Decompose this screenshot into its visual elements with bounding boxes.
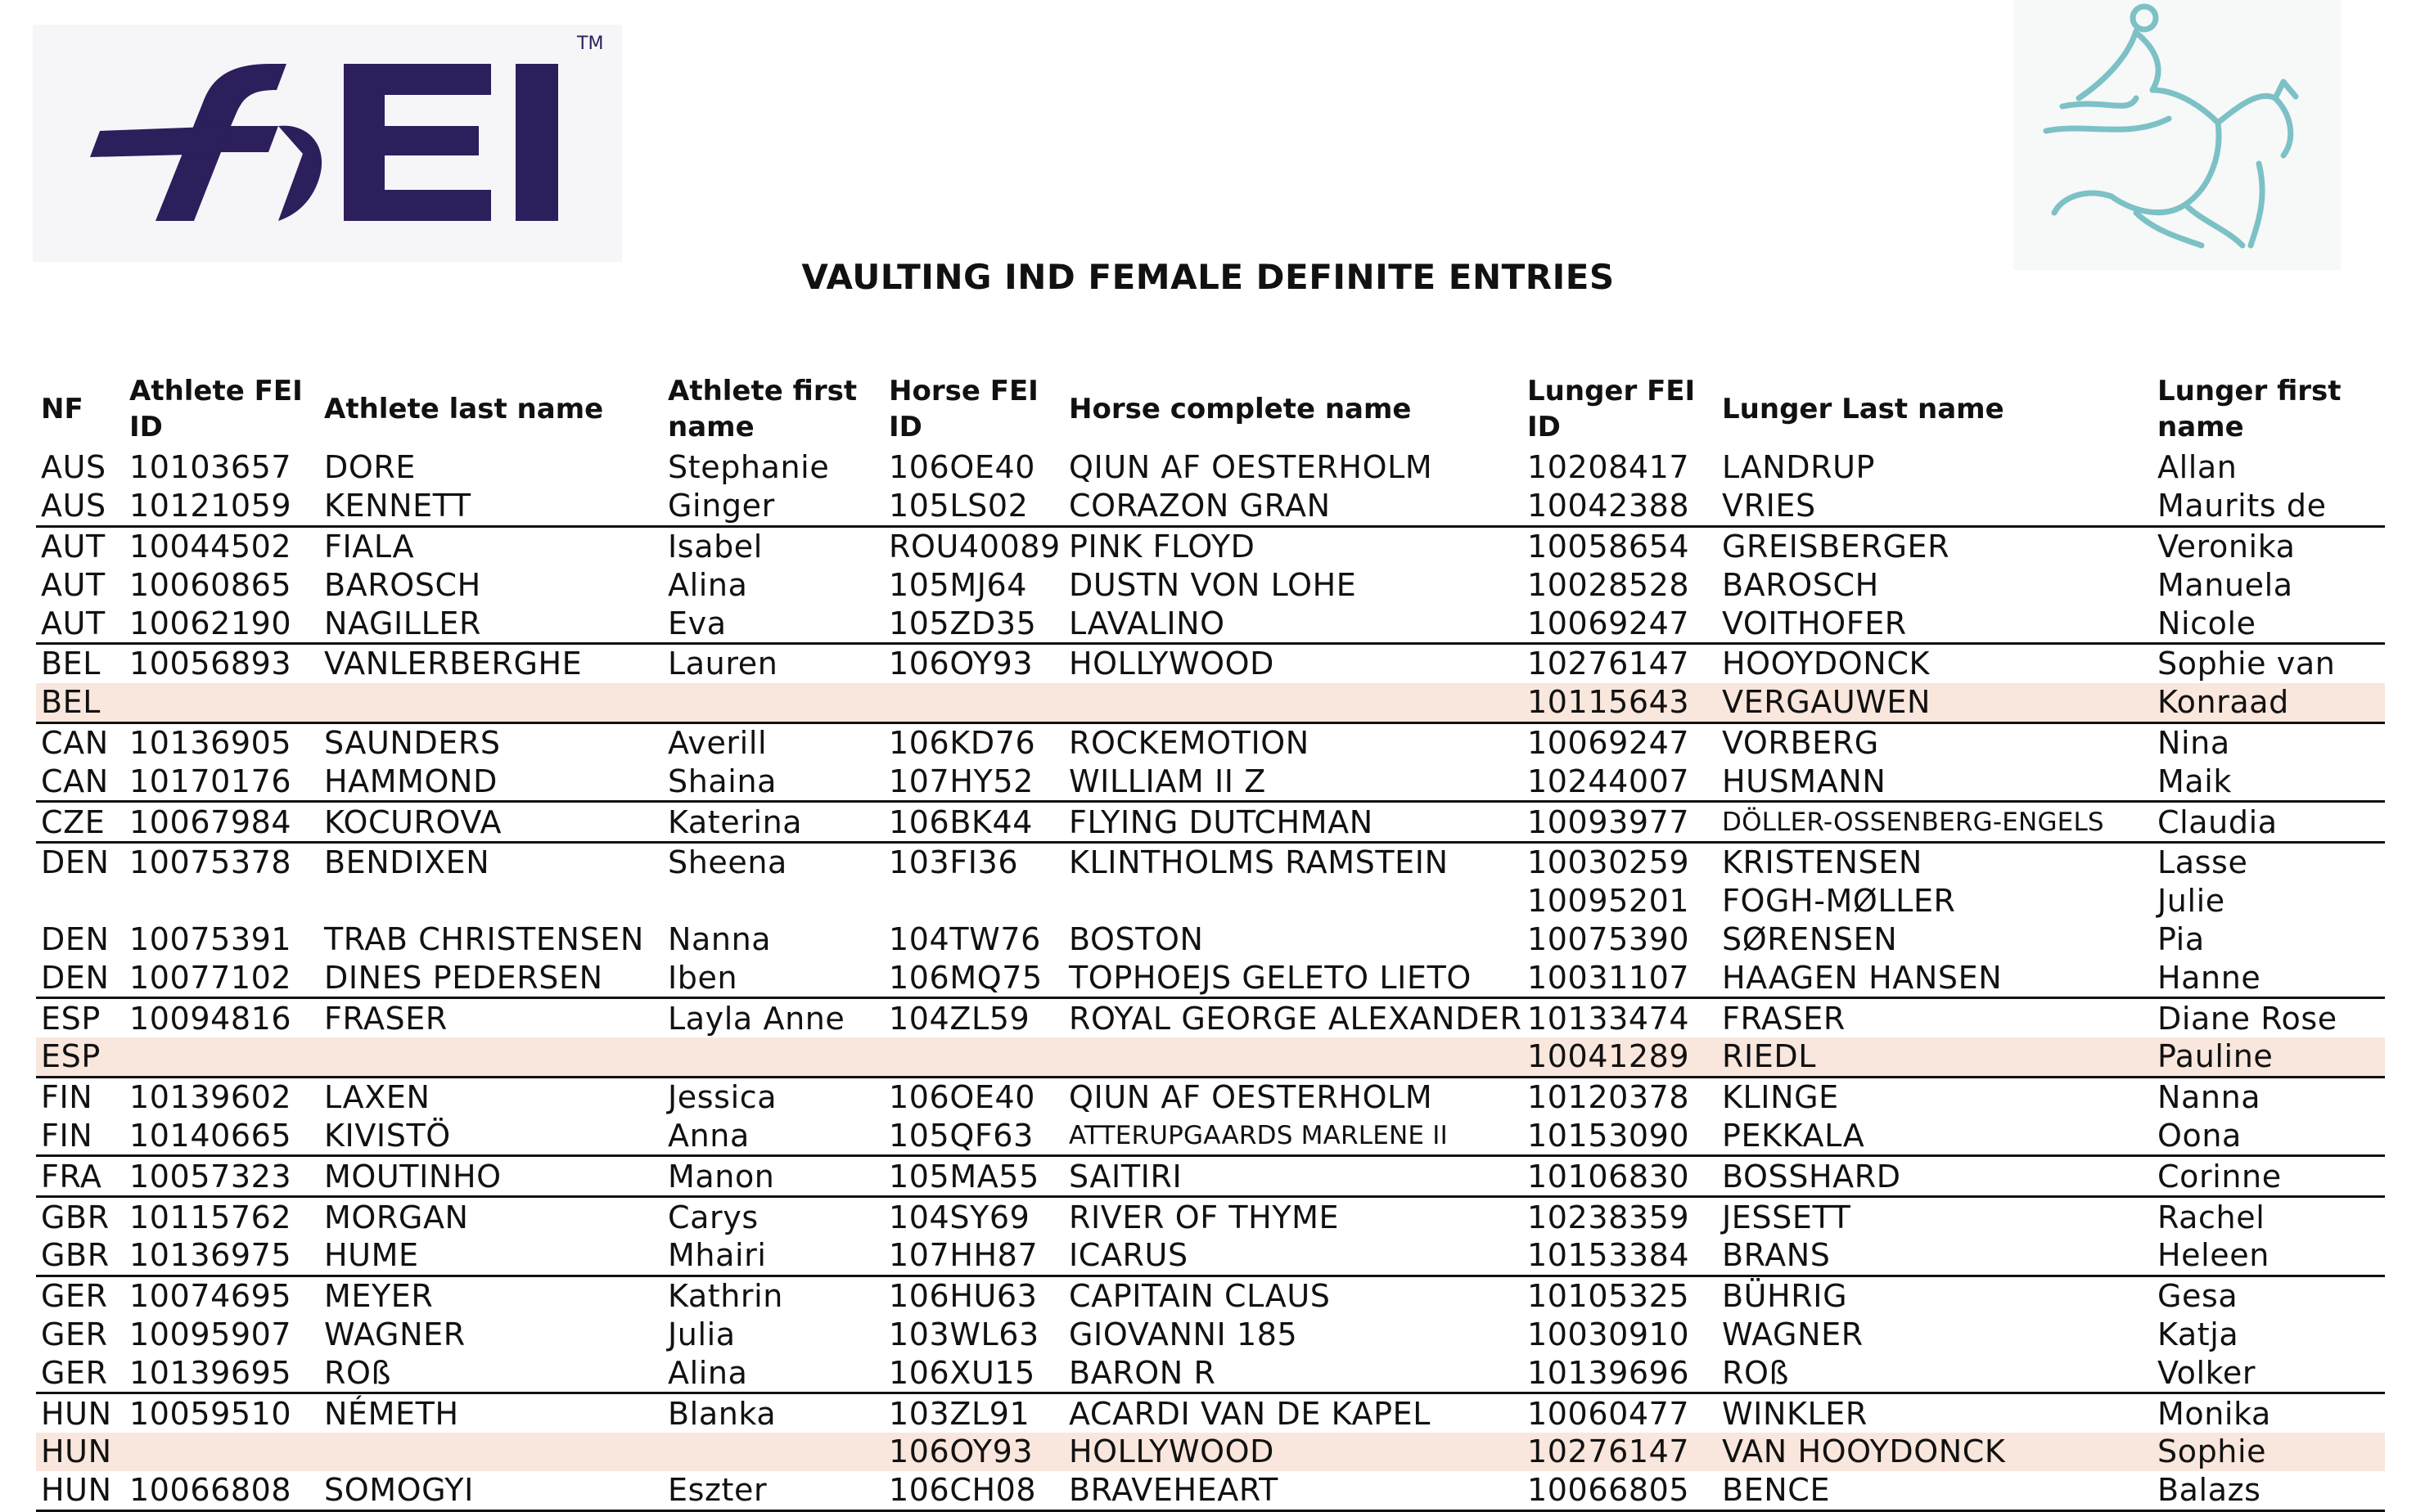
cell-lunger-id: 10105325 <box>1522 1276 1717 1315</box>
cell-nf: DEN <box>41 920 110 957</box>
cell-athlete-id: 10094816 <box>124 998 319 1037</box>
table-row <box>36 1433 2385 1471</box>
cell-lunger-id: 10066805 <box>1527 1472 1690 1509</box>
cell-athlete-id: 10075391 <box>129 920 292 957</box>
cell-nf: CZE <box>36 802 124 843</box>
cell-lunger-last: BAROSCH <box>1722 566 1879 603</box>
cell-horse-name: BARON R <box>1069 1354 1216 1391</box>
cell-lunger-id: 10093977 <box>1522 802 1717 843</box>
table-row <box>36 1316 2385 1354</box>
cell-lunger-first: Sophie <box>2152 1433 2385 1471</box>
cell-horse-name: RIVER OF THYME <box>1064 1197 1522 1236</box>
cell-athlete-id: 10139695 <box>129 1354 292 1391</box>
cell-lunger-last: WAGNER <box>1722 1316 1864 1352</box>
cell-athlete-last: KENNETT <box>324 488 471 524</box>
cell-athlete-first: Carys <box>663 1197 884 1236</box>
cell-lunger-first: Nina <box>2152 722 2385 762</box>
cell-athlete-id <box>124 882 319 920</box>
cell-horse-name: PINK FLOYD <box>1064 526 1522 565</box>
table-row <box>36 1037 2385 1077</box>
col-lunger-last: Lunger Last name <box>1722 393 2004 425</box>
cell-nf: GBR <box>36 1197 124 1236</box>
cell-athlete-first: Jessica <box>663 1077 884 1116</box>
cell-athlete-last <box>319 683 663 722</box>
cell-lunger-id: 10041289 <box>1522 1037 1717 1077</box>
cell-horse-id: 105ZD35 <box>889 605 1037 641</box>
table-row <box>36 526 2385 565</box>
cell-athlete-first: Eva <box>668 605 727 641</box>
cell-horse-id: 106KD76 <box>884 722 1064 762</box>
cell-athlete-last: BAROSCH <box>324 566 481 603</box>
table-row <box>36 802 2385 843</box>
cell-nf: AUT <box>36 526 124 565</box>
cell-athlete-last <box>319 1037 663 1077</box>
cell-lunger-id: 10120378 <box>1522 1077 1717 1116</box>
table-header-row <box>36 370 2385 448</box>
cell-horse-name: ACARDI VAN DE KAPEL <box>1064 1393 1522 1433</box>
cell-athlete-id: 10136905 <box>124 722 319 762</box>
cell-athlete-last: SOMOGYI <box>324 1472 474 1509</box>
cell-horse-name: SAITIRI <box>1064 1156 1522 1197</box>
cell-athlete-last: NAGILLER <box>324 605 481 641</box>
table-row <box>36 882 2385 920</box>
cell-athlete-id: 10121059 <box>129 488 292 524</box>
cell-horse-name: HOLLYWOOD <box>1064 1433 1522 1471</box>
cell-lunger-first: Katja <box>2157 1316 2239 1352</box>
vaulting-horse-icon <box>2013 0 2341 270</box>
cell-horse-name: ROYAL GEORGE ALEXANDER <box>1064 998 1522 1037</box>
cell-athlete-last: WAGNER <box>324 1316 466 1352</box>
cell-lunger-id: 10115643 <box>1522 683 1717 722</box>
cell-athlete-id: 10136975 <box>129 1237 292 1274</box>
cell-lunger-last: BRANS <box>1722 1237 1831 1274</box>
cell-horse-id: 106OY93 <box>884 1433 1064 1471</box>
cell-lunger-last: VOITHOFER <box>1722 605 1907 641</box>
cell-nf: GER <box>41 1354 108 1391</box>
cell-athlete-last: HAMMOND <box>324 763 498 799</box>
cell-horse-name <box>1064 1037 1522 1077</box>
table-row <box>36 487 2385 526</box>
cell-athlete-id: 10056893 <box>124 643 319 682</box>
cell-nf: DEN <box>36 842 124 881</box>
cell-horse-id: 103WL63 <box>889 1316 1039 1352</box>
cell-lunger-last: HUSMANN <box>1722 763 1886 799</box>
col-lunger-first: Lunger first name <box>2157 375 2342 443</box>
cell-horse-name <box>1064 882 1522 920</box>
col-athlete-last: Athlete last name <box>324 393 604 425</box>
page-title: VAULTING IND FEMALE DEFINITE ENTRIES <box>801 257 1615 297</box>
cell-athlete-id: 10074695 <box>124 1276 319 1315</box>
cell-athlete-id: 10103657 <box>129 449 292 486</box>
cell-lunger-id: 10030910 <box>1527 1316 1690 1352</box>
cell-athlete-last: MOUTINHO <box>319 1156 663 1197</box>
cell-lunger-first: Sophie van <box>2152 643 2385 682</box>
cell-lunger-first: Julie <box>2157 883 2225 920</box>
entries-table <box>36 370 2385 1512</box>
table-row <box>36 1077 2385 1116</box>
cell-nf: AUS <box>41 488 106 524</box>
cell-horse-name: BOSTON <box>1069 920 1204 957</box>
cell-horse-id: 105QF63 <box>889 1117 1034 1154</box>
cell-nf: GER <box>36 1276 124 1315</box>
cell-athlete-last: SAUNDERS <box>319 722 663 762</box>
cell-horse-name: KLINTHOLMS RAMSTEIN <box>1064 842 1522 881</box>
cell-lunger-first: Nanna <box>2152 1077 2385 1116</box>
cell-horse-name: LAVALINO <box>1069 605 1225 641</box>
cell-lunger-id: 10028528 <box>1527 566 1690 603</box>
cell-athlete-id <box>124 683 319 722</box>
cell-lunger-id: 10244007 <box>1527 763 1690 799</box>
table-row <box>36 1236 2385 1276</box>
cell-horse-id: 104SY69 <box>884 1197 1064 1236</box>
cell-horse-id: 107HH87 <box>889 1237 1039 1274</box>
cell-lunger-id: 10208417 <box>1527 449 1690 486</box>
table-row <box>36 842 2385 881</box>
cell-nf: ESP <box>36 1037 124 1077</box>
cell-athlete-id: 10075378 <box>124 842 319 881</box>
cell-lunger-first: Monika <box>2152 1393 2385 1433</box>
col-athlete-first: Athlete first name <box>668 375 858 443</box>
cell-horse-id: 106OE40 <box>884 1077 1064 1116</box>
cell-nf: AUT <box>41 566 106 603</box>
cell-athlete-first: Lauren <box>663 643 884 682</box>
cell-athlete-id: 10140665 <box>129 1117 292 1154</box>
cell-lunger-first: Maik <box>2157 763 2233 799</box>
table-row <box>36 1353 2385 1393</box>
cell-lunger-last: KLINGE <box>1717 1077 2152 1116</box>
cell-horse-name: QIUN AF OESTERHOLM <box>1069 449 1433 486</box>
cell-lunger-id: 10095201 <box>1527 883 1690 920</box>
cell-athlete-id: 10170176 <box>129 763 292 799</box>
cell-horse-name: ICARUS <box>1069 1237 1188 1274</box>
table-row <box>36 683 2385 722</box>
cell-lunger-first: Konraad <box>2152 683 2385 722</box>
cell-athlete-id: 10095907 <box>129 1316 292 1352</box>
col-athlete-id: Athlete FEI ID <box>129 375 303 443</box>
cell-athlete-last: DORE <box>324 449 416 486</box>
cell-nf: HUN <box>36 1393 124 1433</box>
cell-athlete-id: 10077102 <box>129 959 292 996</box>
cell-nf: HUN <box>41 1472 112 1509</box>
cell-lunger-last: HAAGEN HANSEN <box>1722 959 2003 996</box>
table-row <box>36 1276 2385 1315</box>
cell-horse-id: 106CH08 <box>889 1472 1037 1509</box>
cell-lunger-last: VERGAUWEN <box>1717 683 2152 722</box>
cell-lunger-last: BOSSHARD <box>1717 1156 2152 1197</box>
cell-nf: FIN <box>41 1117 93 1154</box>
cell-horse-id: 106OE40 <box>889 449 1036 486</box>
col-horse-name: Horse complete name <box>1069 393 1412 425</box>
cell-athlete-first: Katerina <box>663 802 884 843</box>
cell-lunger-id: 10133474 <box>1522 998 1717 1037</box>
cell-lunger-last: VAN HOOYDONCK <box>1717 1433 2152 1471</box>
cell-athlete-id: 10059510 <box>124 1393 319 1433</box>
table-row <box>36 448 2385 487</box>
cell-lunger-id: 10042388 <box>1527 488 1690 524</box>
cell-athlete-first: Isabel <box>663 526 884 565</box>
cell-lunger-last: RIEDL <box>1717 1037 2152 1077</box>
cell-lunger-first: Maurits de <box>2157 488 2327 524</box>
cell-lunger-id: 10075390 <box>1527 920 1690 957</box>
cell-lunger-last: VORBERG <box>1717 722 2152 762</box>
cell-lunger-id: 10153090 <box>1527 1117 1690 1154</box>
cell-nf: HUN <box>36 1433 124 1471</box>
cell-nf: GER <box>41 1316 108 1352</box>
table-row <box>36 1197 2385 1236</box>
cell-horse-id: 106BK44 <box>884 802 1064 843</box>
cell-lunger-last: HOOYDONCK <box>1717 643 2152 682</box>
cell-athlete-first <box>663 1037 884 1077</box>
table-row <box>36 1393 2385 1433</box>
table-row <box>36 958 2385 997</box>
cell-horse-id: 107HY52 <box>889 763 1034 799</box>
cell-lunger-last: SØRENSEN <box>1722 920 1898 957</box>
cell-athlete-first: Shaina <box>668 763 778 799</box>
cell-athlete-first: Manon <box>663 1156 884 1197</box>
col-horse-id: Horse FEI ID <box>889 375 1039 443</box>
cell-athlete-first: Layla Anne <box>663 998 884 1037</box>
cell-horse-id: 106MQ75 <box>889 959 1043 996</box>
cell-horse-id: 106OY93 <box>884 643 1064 682</box>
cell-athlete-last <box>319 882 663 920</box>
cell-horse-name: GIOVANNI 185 <box>1069 1316 1298 1352</box>
cell-athlete-last: KIVISTÖ <box>324 1117 451 1154</box>
cell-athlete-first: Julia <box>668 1316 736 1352</box>
col-nf: NF <box>41 393 83 425</box>
cell-lunger-last: GREISBERGER <box>1717 526 2152 565</box>
cell-horse-id <box>884 882 1064 920</box>
table-row <box>36 920 2385 959</box>
cell-horse-id <box>884 1037 1064 1077</box>
cell-athlete-first: Alina <box>668 566 748 603</box>
cell-horse-name: FLYING DUTCHMAN <box>1064 802 1522 843</box>
cell-lunger-id: 10069247 <box>1522 722 1717 762</box>
cell-lunger-id: 10276147 <box>1522 643 1717 682</box>
cell-horse-id <box>884 683 1064 722</box>
cell-lunger-first: Corinne <box>2152 1156 2385 1197</box>
cell-athlete-last: HUME <box>324 1237 419 1274</box>
cell-athlete-id <box>124 1037 319 1077</box>
cell-nf: CAN <box>36 722 124 762</box>
cell-nf: FIN <box>36 1077 124 1116</box>
cell-lunger-first: Claudia <box>2152 802 2385 843</box>
cell-lunger-id: 10238359 <box>1522 1197 1717 1236</box>
cell-horse-name: DUSTN VON LOHE <box>1069 566 1357 603</box>
cell-lunger-first: Diane Rose <box>2152 998 2385 1037</box>
cell-athlete-first: Sheena <box>663 842 884 881</box>
cell-horse-id: 105MJ64 <box>889 566 1028 603</box>
cell-lunger-first: Allan <box>2157 449 2238 486</box>
cell-nf: FRA <box>36 1156 124 1197</box>
cell-athlete-first: Stephanie <box>668 449 830 486</box>
cell-nf: AUT <box>41 605 106 641</box>
cell-athlete-last: FRASER <box>319 998 663 1037</box>
table-row <box>36 565 2385 604</box>
cell-athlete-first: Mhairi <box>668 1237 767 1274</box>
cell-athlete-last: BENDIXEN <box>319 842 663 881</box>
cell-lunger-id: 10106830 <box>1522 1156 1717 1197</box>
table-row <box>36 1156 2385 1197</box>
cell-horse-name: CAPITAIN CLAUS <box>1064 1276 1522 1315</box>
cell-nf: ESP <box>36 998 124 1037</box>
cell-horse-name: CORAZON GRAN <box>1069 488 1331 524</box>
cell-athlete-first: Iben <box>668 959 738 996</box>
cell-lunger-first: Pauline <box>2152 1037 2385 1077</box>
cell-athlete-first <box>663 882 884 920</box>
cell-athlete-id: 10060865 <box>129 566 292 603</box>
cell-athlete-id: 10057323 <box>124 1156 319 1197</box>
cell-horse-id: 104ZL59 <box>884 998 1064 1037</box>
cell-lunger-first: Oona <box>2157 1117 2242 1154</box>
cell-athlete-first <box>663 1433 884 1471</box>
cell-athlete-last: MORGAN <box>319 1197 663 1236</box>
cell-athlete-id: 10062190 <box>129 605 292 641</box>
cell-horse-id: 103FI36 <box>884 842 1064 881</box>
cell-lunger-last: VRIES <box>1722 488 1816 524</box>
cell-lunger-last: KRISTENSEN <box>1717 842 2152 881</box>
cell-athlete-last: VANLERBERGHE <box>319 643 663 682</box>
cell-athlete-first: Averill <box>663 722 884 762</box>
cell-horse-name: ATTERUPGAARDS MARLENE II <box>1069 1120 1448 1150</box>
cell-lunger-last: FRASER <box>1717 998 2152 1037</box>
cell-horse-id: 105MA55 <box>884 1156 1064 1197</box>
cell-athlete-last: ROß <box>324 1354 392 1391</box>
cell-lunger-last: ROß <box>1722 1354 1790 1391</box>
svg-text:TM: TM <box>577 34 604 54</box>
table-row <box>36 998 2385 1037</box>
cell-lunger-id: 10060477 <box>1522 1393 1717 1433</box>
cell-nf: GBR <box>41 1237 110 1274</box>
cell-athlete-first: Eszter <box>668 1472 768 1509</box>
cell-athlete-first: Alina <box>668 1354 748 1391</box>
cell-horse-id: 103ZL91 <box>884 1393 1064 1433</box>
cell-athlete-first <box>663 683 884 722</box>
table-row <box>36 722 2385 762</box>
cell-horse-id: 106HU63 <box>884 1276 1064 1315</box>
cell-horse-name: BRAVEHEART <box>1069 1472 1278 1509</box>
cell-athlete-last: KOCUROVA <box>319 802 663 843</box>
cell-athlete-id <box>124 1433 319 1471</box>
cell-horse-name <box>1064 683 1522 722</box>
cell-athlete-last: MEYER <box>319 1276 663 1315</box>
cell-athlete-last: TRAB CHRISTENSEN <box>324 920 644 957</box>
cell-lunger-last: DÖLLER-OSSENBERG-ENGELS <box>1717 802 2152 843</box>
cell-lunger-id: 10069247 <box>1527 605 1690 641</box>
cell-athlete-id: 10139602 <box>124 1077 319 1116</box>
cell-lunger-id: 10058654 <box>1522 526 1717 565</box>
cell-lunger-id: 10030259 <box>1522 842 1717 881</box>
cell-athlete-first: Ginger <box>668 488 775 524</box>
cell-horse-name: QIUN AF OESTERHOLM <box>1064 1077 1522 1116</box>
cell-lunger-first: Veronika <box>2152 526 2385 565</box>
cell-nf: BEL <box>36 643 124 682</box>
cell-horse-name: ROCKEMOTION <box>1064 722 1522 762</box>
cell-athlete-id: 10066808 <box>129 1472 292 1509</box>
cell-horse-name: WILLIAM II Z <box>1069 763 1266 799</box>
table-row <box>36 1117 2385 1156</box>
cell-athlete-id: 10115762 <box>124 1197 319 1236</box>
cell-lunger-first: Pia <box>2157 920 2205 957</box>
cell-horse-id: 104TW76 <box>889 920 1041 957</box>
cell-lunger-first: Hanne <box>2157 959 2261 996</box>
cell-lunger-first: Nicole <box>2157 605 2256 641</box>
cell-athlete-last: DINES PEDERSEN <box>324 959 603 996</box>
cell-athlete-last: FIALA <box>319 526 663 565</box>
cell-nf: DEN <box>41 959 110 996</box>
cell-lunger-last: PEKKALA <box>1722 1117 1865 1154</box>
cell-horse-name: TOPHOEJS GELETO LIETO <box>1069 959 1472 996</box>
cell-lunger-last: LANDRUP <box>1722 449 1876 486</box>
cell-athlete-first: Nanna <box>668 920 772 957</box>
cell-nf: CAN <box>41 763 109 799</box>
cell-horse-id: 105LS02 <box>889 488 1029 524</box>
cell-horse-id: ROU40089 <box>884 526 1064 565</box>
cell-nf <box>36 882 124 920</box>
table-row <box>36 762 2385 801</box>
table-row <box>36 1471 2385 1510</box>
cell-athlete-first: Blanka <box>663 1393 884 1433</box>
cell-lunger-last: FOGH-MØLLER <box>1722 883 1956 920</box>
cell-lunger-id: 10153384 <box>1527 1237 1690 1274</box>
cell-horse-id: 106XU15 <box>889 1354 1035 1391</box>
cell-lunger-first: Lasse <box>2152 842 2385 881</box>
cell-nf: BEL <box>36 683 124 722</box>
cell-lunger-last: JESSETT <box>1717 1197 2152 1236</box>
cell-lunger-first: Rachel <box>2152 1197 2385 1236</box>
cell-athlete-id: 10044502 <box>124 526 319 565</box>
cell-athlete-id: 10067984 <box>124 802 319 843</box>
cell-lunger-last: BÜHRIG <box>1717 1276 2152 1315</box>
cell-nf: AUS <box>41 449 106 486</box>
cell-athlete-last: NÉMETH <box>319 1393 663 1433</box>
cell-athlete-last: LAXEN <box>319 1077 663 1116</box>
cell-lunger-last: WINKLER <box>1717 1393 2152 1433</box>
cell-lunger-first: Heleen <box>2157 1237 2270 1274</box>
cell-lunger-first: Volker <box>2157 1354 2256 1391</box>
cell-lunger-first: Manuela <box>2157 566 2293 603</box>
cell-athlete-last <box>319 1433 663 1471</box>
table-row <box>36 604 2385 643</box>
cell-athlete-first: Kathrin <box>663 1276 884 1315</box>
cell-lunger-id: 10276147 <box>1522 1433 1717 1471</box>
cell-lunger-first: Gesa <box>2152 1276 2385 1315</box>
cell-lunger-id: 10031107 <box>1527 959 1690 996</box>
cell-lunger-first: Balazs <box>2157 1472 2261 1509</box>
cell-lunger-last: BENCE <box>1722 1472 1831 1509</box>
cell-athlete-first: Anna <box>668 1117 750 1154</box>
table-row <box>36 643 2385 682</box>
cell-lunger-id: 10139696 <box>1527 1354 1690 1391</box>
col-lunger-id: Lunger FEI ID <box>1527 375 1696 443</box>
fei-logo-icon <box>33 25 622 262</box>
cell-horse-name: HOLLYWOOD <box>1064 643 1522 682</box>
